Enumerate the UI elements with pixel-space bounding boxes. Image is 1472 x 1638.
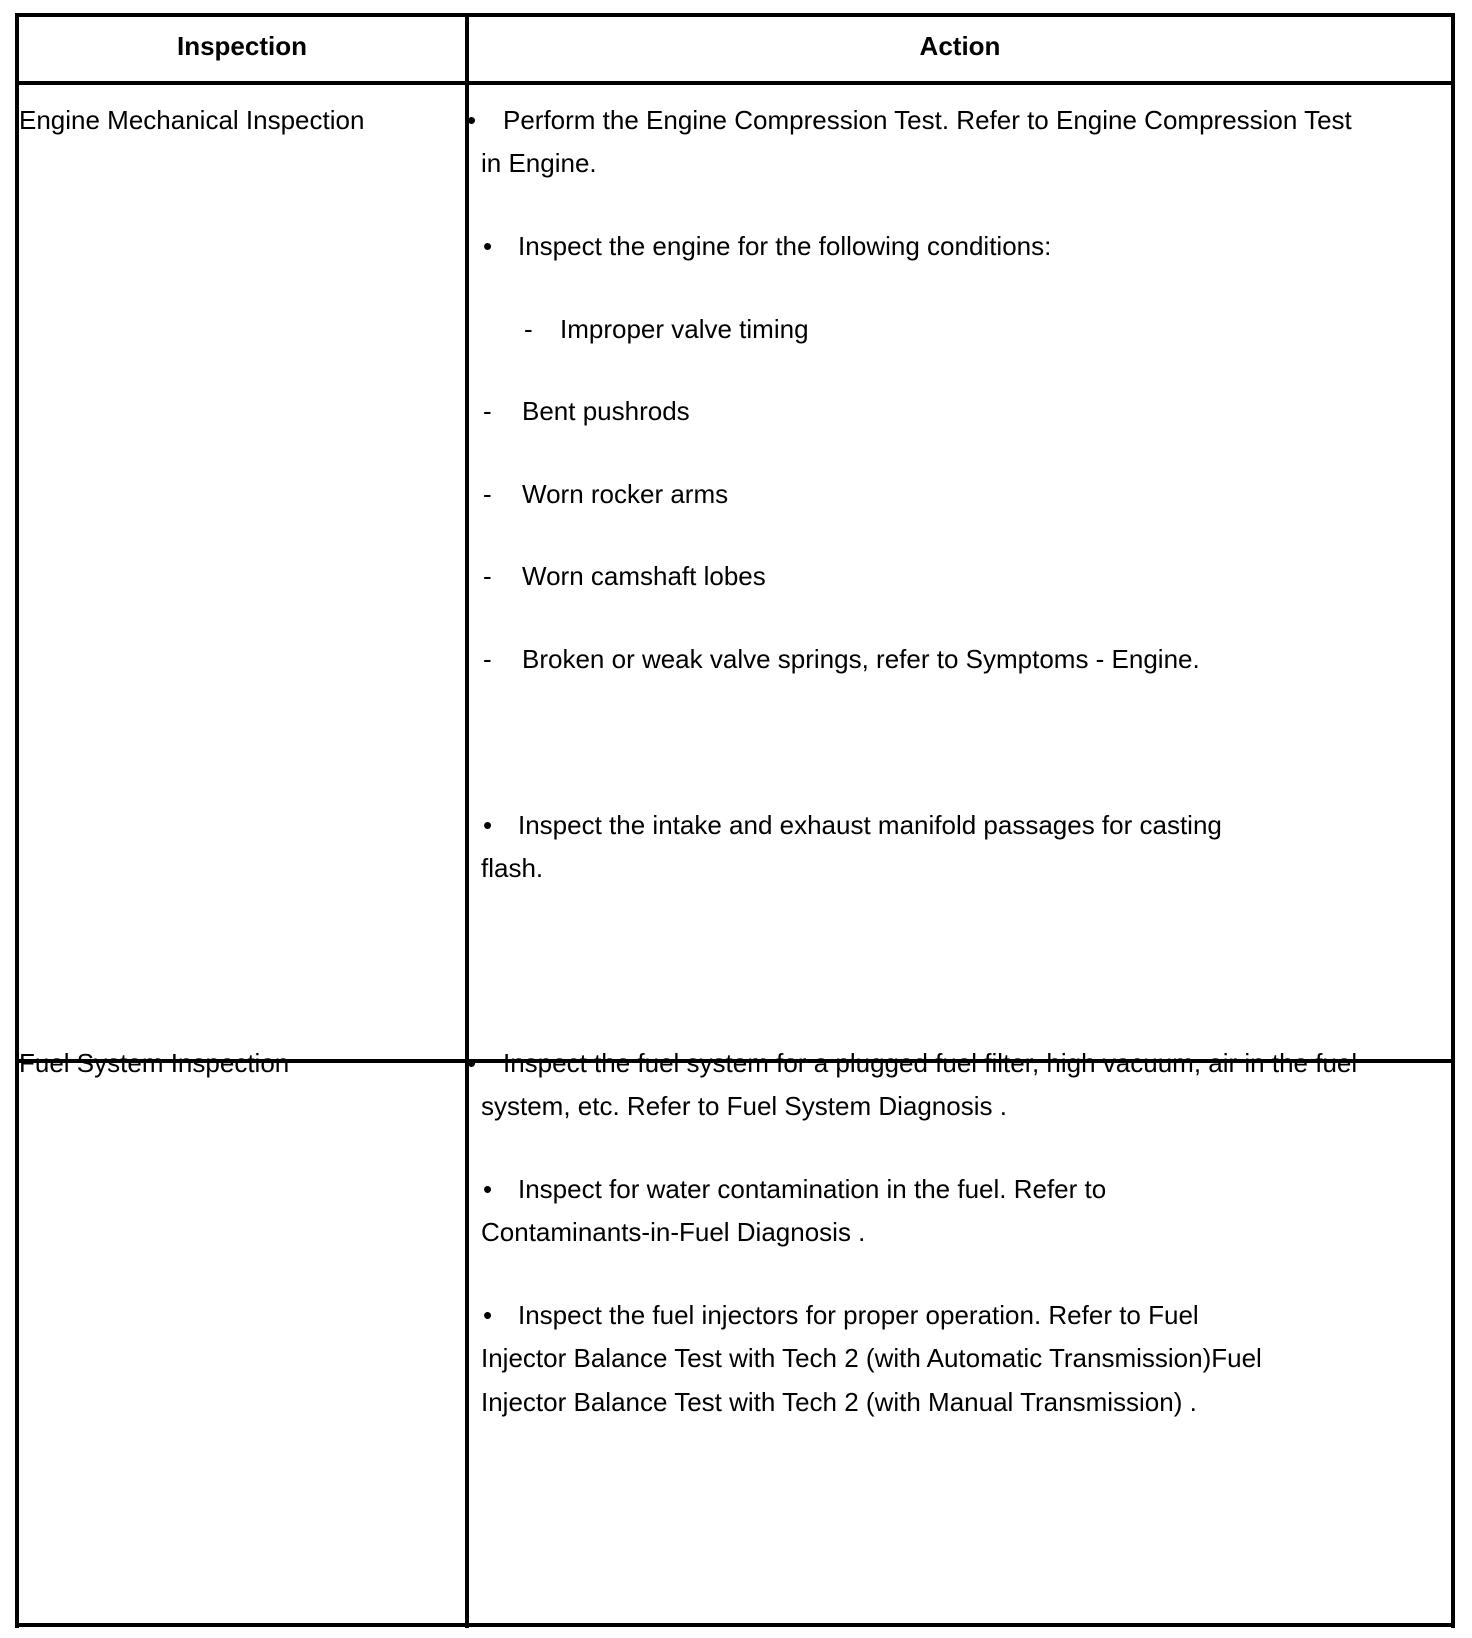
action-line: Worn rocker arms — [522, 479, 729, 509]
bullet: • — [483, 1174, 493, 1204]
action-line: Injector Balance Test with Tech 2 (with Automatic Transmission)Fuel — [481, 1343, 1262, 1373]
bullet: • — [467, 1048, 477, 1078]
action-line: Inspect the fuel system for a plugged fuel filter, high vacuum, air in the fuel — [503, 1048, 1358, 1078]
bullet: • — [467, 105, 477, 135]
header-inspection: Inspection — [176, 31, 307, 61]
action-line: Improper valve timing — [560, 314, 809, 344]
action-line: Perform the Engine Compression Test. Refer to Engine Compression Test — [503, 105, 1352, 135]
header-action: Action — [919, 31, 1001, 61]
bullet: • — [483, 810, 493, 840]
action-line: Injector Balance Test with Tech 2 (with Manual Transmission) . — [481, 1387, 1197, 1417]
action-line: Inspect the engine for the following conditions: — [518, 231, 1052, 261]
table-border-top — [15, 13, 1455, 17]
bullet: • — [483, 231, 493, 261]
dash: - — [483, 396, 492, 426]
action-line: Inspect the fuel injectors for proper operation. Refer to Fuel — [518, 1300, 1199, 1330]
table-border-left — [15, 13, 19, 1628]
row-inspection-label: Fuel System Inspection — [19, 1048, 290, 1078]
action-line: in Engine. — [481, 148, 597, 178]
column-divider — [465, 13, 469, 1628]
inspection-table — [15, 13, 1455, 1628]
dash: - — [483, 644, 492, 674]
action-line: Inspect for water contamination in the fuel. Refer to — [518, 1174, 1107, 1204]
bullet: • — [483, 1300, 493, 1330]
action-line: Contaminants-in-Fuel Diagnosis . — [481, 1217, 866, 1247]
table-border-right — [1451, 13, 1455, 1628]
dash: - — [524, 314, 533, 344]
dash: - — [483, 561, 492, 591]
action-line: Bent pushrods — [522, 396, 690, 426]
table-border-bottom — [15, 1623, 1455, 1627]
action-line: Inspect the intake and exhaust manifold passages for casting — [518, 810, 1222, 840]
row-inspection-label: Engine Mechanical Inspection — [19, 105, 365, 135]
action-line: Broken or weak valve springs, refer to Symptoms - Engine. — [522, 644, 1200, 674]
dash: - — [483, 479, 492, 509]
action-line: Worn camshaft lobes — [522, 561, 766, 591]
action-line: flash. — [481, 853, 544, 883]
header-divider — [15, 81, 1455, 85]
action-line: system, etc. Refer to Fuel System Diagnosis . — [481, 1091, 1007, 1121]
